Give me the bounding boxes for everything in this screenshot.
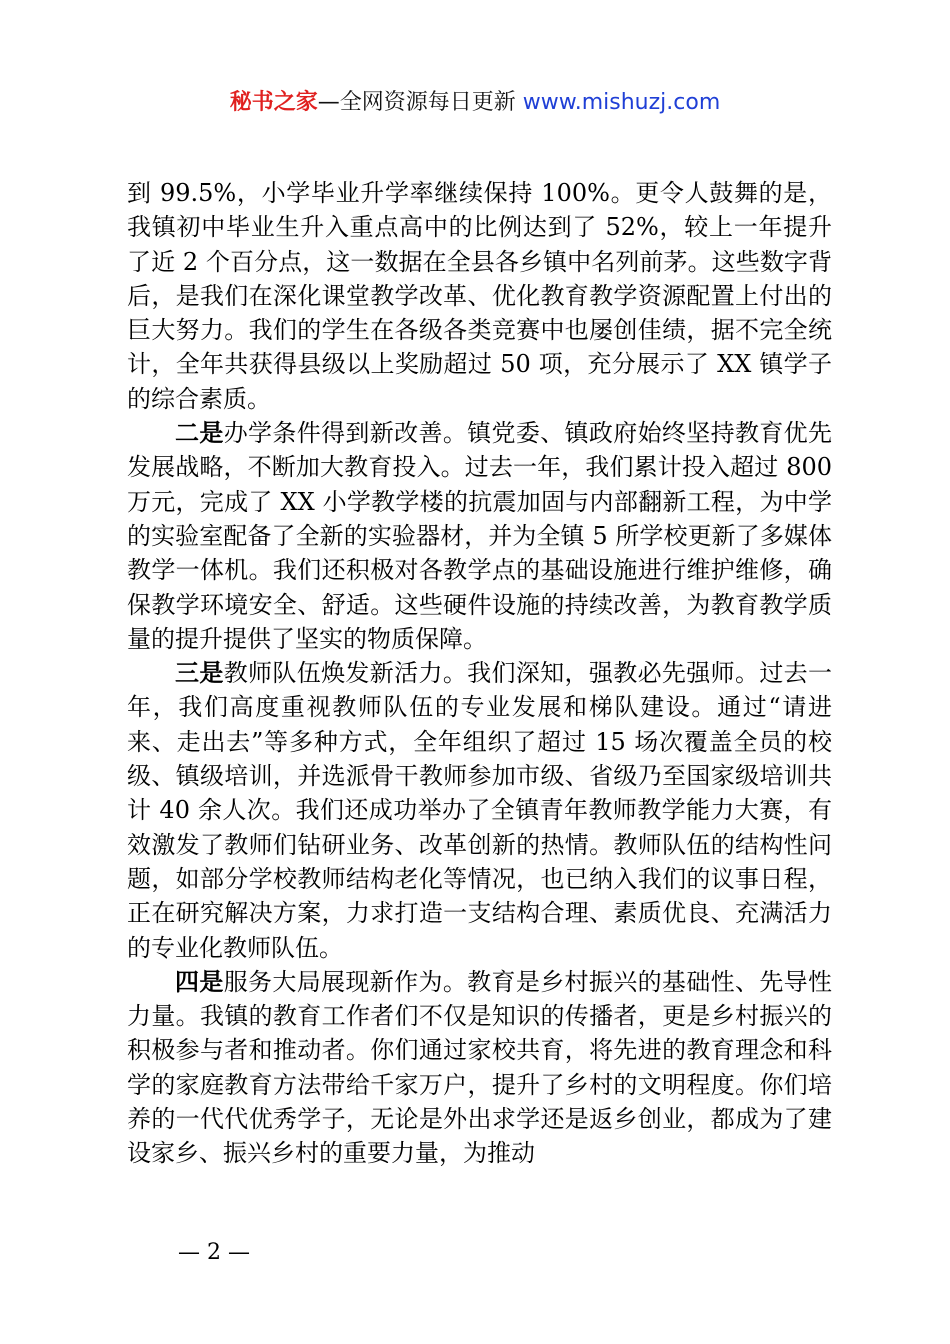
paragraph-text: 服务大局展现新作为。教育是乡村振兴的基础性、先导性力量。我镇的教育工作者们不仅是知识的传播者，更是乡村振兴的积极参与者和推动者。你们通过家校共育，将先进的教育理念和科学的家庭教育方法带给千家万户，提升了乡村的文明程度。你们培养的一代代优秀学子，无论是外出求学还是返乡创业，都成为了建设家乡、振兴乡村的重要力量，为推动 — [127, 967, 833, 1168]
paragraph-lead: 四是 — [175, 966, 224, 996]
header-site-link[interactable]: www.mishuzj.com — [522, 90, 721, 115]
page-number: — 2 — — [178, 1240, 250, 1265]
document-body — [127, 176, 832, 1171]
header-brand: 秘书之家 — [229, 90, 318, 115]
paragraph-3 — [127, 656, 832, 965]
paragraph-text: 办学条件得到新改善。镇党委、镇政府始终坚持教育优先发展战略，不断加大教育投入。过去一年，我们累计投入超过 800 万元，完成了 XX 小学教学楼的抗震加固与内部翻新工程，为中学的实验室配备了全新的实验器材，并为全镇 5 所学校更新了多媒体教学一体机。我们还积极对各教学点的基础设施进行维护维修，确保教学环境安全、舒适。这些硬件设施的持续改善，为教育教学质量的提升提供了坚实的物质保障。 — [127, 419, 833, 653]
paragraph-lead: 三是 — [175, 658, 224, 688]
paragraph-2 — [127, 416, 832, 656]
paragraph-text: 到 99.5%，小学毕业升学率继续保持 100%。更令人鼓舞的是，我镇初中毕业生升入重点高中的比例达到了 52%，较上一年提升了近 2 个百分点，这一数据在全县各乡镇中名列前茅。这些数字背后，是我们在深化课堂教学改革、优化教育教学资源配置上付出的巨大努力。我们的学生在各级各类竞赛中也屡创佳绩，据不完全统计，全年共获得县级以上奖励超过 50 项，充分展示了 XX 镇学子的综合素质。 — [127, 179, 832, 413]
paragraph-text: 教师队伍焕发新活力。我们深知，强教必先强师。过去一年，我们高度重视教师队伍的专业发展和梯队建设。通过“请进来、走出去”等多种方式，全年组织了超过 15 场次覆盖全员的校级、镇级培训，并选派骨干教师参加市级、省级乃至国家级培训共计 40 余人次。我们还成功举办了全镇青年教师教学能力大赛，有效激发了教师们钻研业务、改革创新的热情。教师队伍的结构性问题，如部分学校教师结构老化等情况，也已纳入我们的议事日程，正在研究解决方案，力求打造一支结构合理、素质优良、充满活力的专业化教师队伍。 — [127, 659, 833, 962]
paragraph-1 — [127, 176, 832, 416]
paragraph-4 — [127, 965, 832, 1171]
paragraph-lead: 二是 — [175, 418, 224, 448]
page-header — [0, 88, 950, 118]
header-tagline: —全网资源每日更新 — [317, 90, 516, 115]
